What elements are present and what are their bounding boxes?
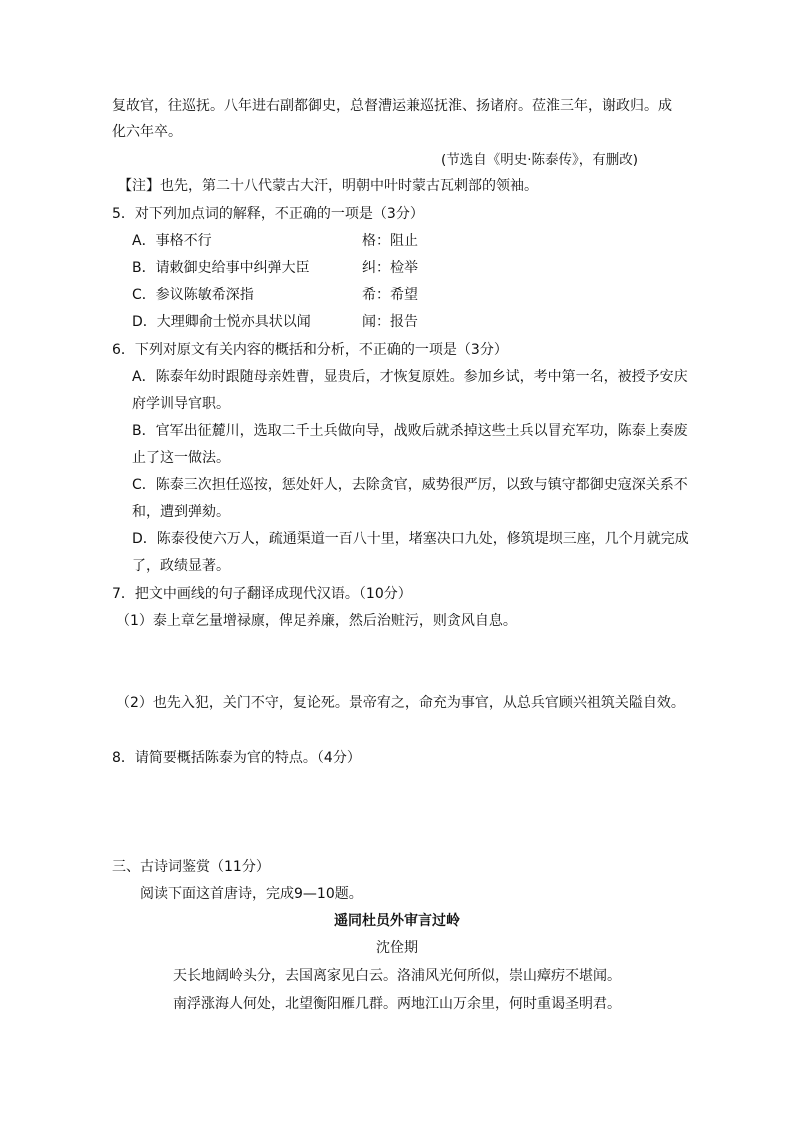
q7-stem: 7．把文中画线的句子翻译成现代汉语。（10分） [112, 586, 412, 602]
q6-stem: 6．下列对原文有关内容的概括和分析，不正确的一项是（3分） [112, 342, 508, 358]
section-3-heading: 三、古诗词鉴赏（11分） [112, 859, 270, 875]
q5-option-d-gloss: 闻：报告 [362, 314, 418, 330]
q5-option-d: D．大理卿俞士悦亦具状以闻 [132, 314, 311, 330]
passage-line-2: 化六年卒。 [112, 124, 182, 140]
q6-option-b-line-2: 止了这一做法。 [132, 450, 230, 466]
passage-line-1: 复故官，往巡抚。八年进右副都御史，总督漕运兼巡抚淮、扬诸府。莅淮三年，谢政归。成 [112, 98, 672, 114]
q7-sentence-1: （1）泰上章乞量增禄廪，俾足养廉，然后治赃污，则贪风自息。 [116, 613, 517, 629]
poem-title: 遥同杜员外审言过岭 [334, 913, 460, 929]
q6-option-a-line-1: A．陈泰年幼时跟随母亲姓曹，显贵后，才恢复原姓。参加乡试，考中第一名，被授予安庆 [132, 369, 688, 385]
q5-stem: 5．对下列加点词的解释，不正确的一项是（3分） [112, 206, 424, 222]
poem-author: 沈佺期 [376, 940, 418, 956]
passage-source: (节选自《明史·陈泰传》，有删改) [441, 152, 639, 168]
q7-sentence-2: （2）也先入犯，关门不守，复论死。景帝宥之，命充为事官，从总兵官顾兴祖筑关隘自效。 [116, 695, 685, 711]
q8-stem: 8．请简要概括陈泰为官的特点。（4分） [112, 750, 361, 766]
q5-option-a: A．事格不行 [132, 233, 212, 249]
q5-option-c: C．参议陈敏希深指 [132, 287, 254, 303]
passage-note: 【注】也先，第二十八代蒙古大汗，明朝中叶时蒙古瓦剌部的领袖。 [118, 178, 538, 194]
poem-line-1: 天长地阔岭头分，去国离家见白云。洛浦风光何所似，崇山瘴疠不堪闻。 [173, 968, 621, 984]
q6-option-d-line-2: 了，政绩显著。 [132, 558, 230, 574]
q5-option-b: B．请敕御史给事中纠弹大臣 [132, 260, 310, 276]
q6-option-c-line-2: 和，遭到弹劾。 [132, 504, 230, 520]
section-3-instruction: 阅读下面这首唐诗，完成9—10题。 [140, 886, 363, 902]
poem-line-2: 南浮涨海人何处，北望衡阳雁几群。两地江山万余里，何时重谒圣明君。 [173, 996, 621, 1012]
q6-option-c-line-1: C．陈泰三次担任巡按，惩处奸人，去除贪官，威势很严厉，以致与镇守都御史寇深关系不 [132, 477, 688, 493]
q6-option-d-line-1: D．陈泰役使六万人，疏通渠道一百八十里，堵塞决口九处，修筑堤坝三座，几个月就完成 [132, 531, 689, 547]
q5-option-c-gloss: 希：希望 [362, 287, 418, 303]
q6-option-b-line-1: B．官军出征麓川，选取二千土兵做向导，战败后就杀掉这些土兵以冒充军功，陈泰上奏废 [132, 423, 688, 439]
q6-option-a-line-2: 府学训导官职。 [132, 396, 230, 412]
q5-option-a-gloss: 格：阻止 [362, 233, 418, 249]
q5-option-b-gloss: 纠：检举 [362, 260, 418, 276]
